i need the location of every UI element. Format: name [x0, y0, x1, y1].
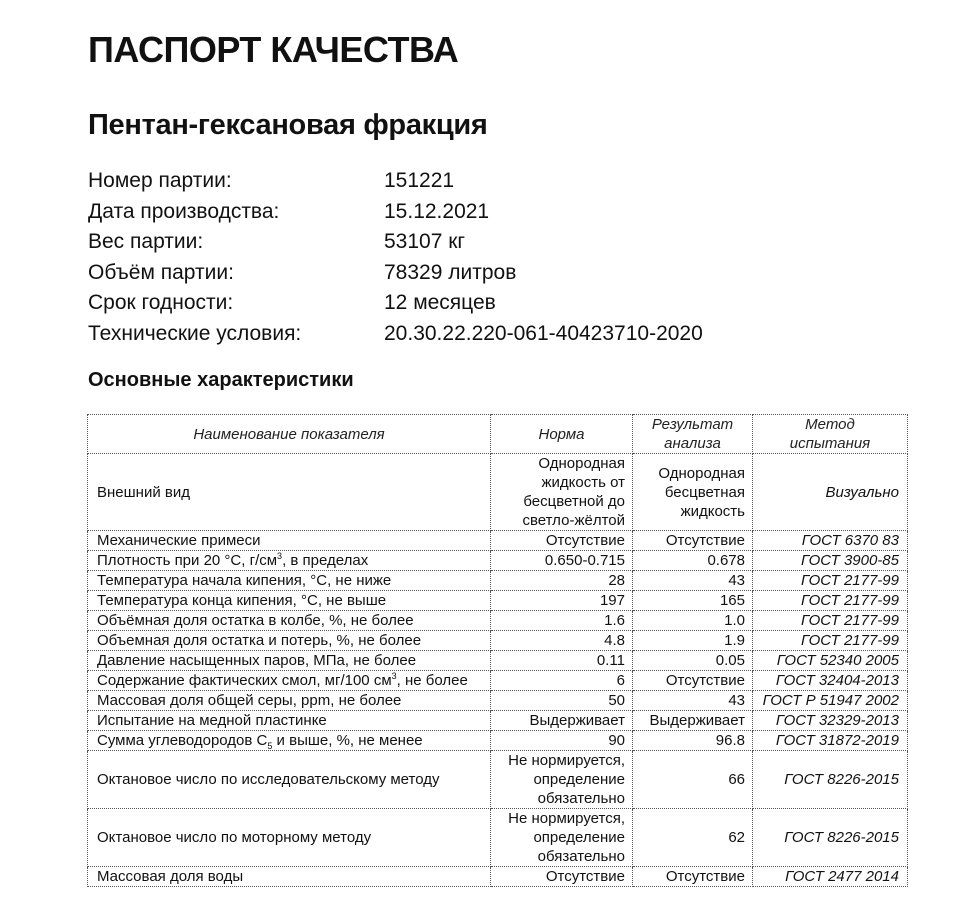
cell-norm: 6 [491, 671, 633, 691]
header-name: Наименование показателя [88, 415, 491, 454]
cell-result: 66 [633, 751, 753, 809]
cell-method: ГОСТ 32404-2013 [753, 671, 908, 691]
cell-result: Отсутствие [633, 671, 753, 691]
cell-norm: Выдерживает [491, 711, 633, 731]
name-text: , не более [396, 672, 468, 689]
cell-result: 165 [633, 591, 753, 611]
info-value: 12 месяцев [384, 291, 496, 314]
norm-line: Не нормируется, [508, 810, 625, 827]
cell-method: ГОСТ Р 51947 2002 [753, 691, 908, 711]
cell-name [88, 671, 491, 691]
cell-method: ГОСТ 2177-99 [753, 611, 908, 631]
header-result-line1: Результат [651, 416, 734, 433]
table-row [88, 591, 908, 611]
cell-result: 1.0 [633, 611, 753, 631]
table-row [88, 711, 908, 731]
specs-table [87, 414, 908, 887]
product-name: Пентан-гексановая фракция [88, 109, 488, 141]
header-method [753, 415, 908, 454]
cell-norm: 28 [491, 571, 633, 591]
cell-method: ГОСТ 2177-99 [753, 631, 908, 651]
header-method-line1: Метод [805, 416, 855, 433]
table-row [88, 751, 908, 809]
norm-line: определение [533, 829, 625, 846]
cell-name: Температура начала кипения, °С, не ниже [88, 571, 491, 591]
section-title: Основные характеристики [88, 369, 354, 391]
cell-norm: 90 [491, 731, 633, 751]
cell-method: ГОСТ 8226-2015 [753, 809, 908, 867]
superscript: 3 [277, 551, 283, 561]
cell-method: ГОСТ 2177-99 [753, 571, 908, 591]
table-header-row [88, 415, 908, 454]
header-result [633, 415, 753, 454]
cell-result: 1.9 [633, 631, 753, 651]
header-norm: Норма [491, 415, 633, 454]
cell-method: Визуально [753, 454, 908, 531]
cell-norm [491, 454, 633, 531]
info-row-batch-volume [88, 258, 703, 289]
info-value: 151221 [384, 169, 455, 192]
name-text: Содержание фактических смол, мг/100 см [97, 672, 392, 689]
cell-name: Температура конца кипения, °С, не выше [88, 591, 491, 611]
cell-norm [491, 809, 633, 867]
cell-result: Отсутствие [633, 867, 753, 887]
table-row [88, 454, 908, 531]
name-text: Сумма углеводородов С [97, 732, 268, 749]
cell-method: ГОСТ 32329-2013 [753, 711, 908, 731]
cell-name: Механические примеси [88, 531, 491, 551]
cell-norm [491, 751, 633, 809]
norm-line: определение [533, 771, 625, 788]
info-row-production-date [88, 197, 703, 228]
cell-name: Давление насыщенных паров, МПа, не более [88, 651, 491, 671]
table-row [88, 611, 908, 631]
norm-line: светло-жёлтой [522, 512, 625, 529]
cell-name: Объёмная доля остатка в колбе, %, не более [88, 611, 491, 631]
cell-result: 43 [633, 691, 753, 711]
info-value: 53107 кг [384, 230, 466, 253]
cell-result [633, 454, 753, 531]
cell-result: 0.678 [633, 551, 753, 571]
cell-name: Массовая доля воды [88, 867, 491, 887]
table-row [88, 809, 908, 867]
table-row [88, 651, 908, 671]
name-text: , в пределах [282, 552, 369, 569]
table-row [88, 867, 908, 887]
table-row [88, 551, 908, 571]
name-text: и выше, %, не менее [272, 732, 423, 749]
cell-result: 43 [633, 571, 753, 591]
info-value: 20.30.22.220-061-40423710-2020 [384, 321, 703, 345]
table-row [88, 691, 908, 711]
info-row-batch-number [88, 166, 703, 197]
cell-name [88, 731, 491, 751]
info-label: Срок годности: [88, 291, 234, 314]
name-text: Плотность при 20 °С, г/см [97, 552, 278, 569]
table-row [88, 631, 908, 651]
norm-line: жидкость от [541, 474, 625, 491]
table-row [88, 731, 908, 751]
norm-line: бесцветной до [523, 493, 625, 510]
cell-method: ГОСТ 3900-85 [753, 551, 908, 571]
info-label: Дата производства: [88, 199, 280, 223]
norm-line: Не нормируется, [508, 752, 625, 769]
info-label: Технические условия: [88, 321, 302, 345]
cell-norm: 0.650-0.715 [491, 551, 633, 571]
cell-name: Внешний вид [88, 454, 491, 531]
norm-line: обязательно [537, 848, 625, 865]
cell-result: Отсутствие [633, 531, 753, 551]
table-row [88, 571, 908, 591]
superscript: 3 [391, 671, 397, 681]
cell-method: ГОСТ 2477 2014 [753, 867, 908, 887]
subscript: 5 [267, 741, 273, 751]
info-label: Объём партии: [88, 260, 234, 284]
cell-result: 96.8 [633, 731, 753, 751]
info-value: 15.12.2021 [384, 199, 490, 223]
table-row [88, 531, 908, 551]
batch-info [88, 166, 703, 349]
norm-line: обязательно [537, 790, 625, 807]
cell-method: ГОСТ 52340 2005 [753, 651, 908, 671]
cell-method: ГОСТ 6370 83 [753, 531, 908, 551]
cell-method: ГОСТ 2177-99 [753, 591, 908, 611]
info-value: 78329 литров [384, 260, 517, 284]
cell-norm: 50 [491, 691, 633, 711]
cell-method: ГОСТ 31872-2019 [753, 731, 908, 751]
info-label: Вес партии: [88, 230, 204, 253]
cell-norm: 197 [491, 591, 633, 611]
cell-norm: 1.6 [491, 611, 633, 631]
header-result-line2: анализа [664, 435, 721, 452]
cell-norm: 0.11 [491, 651, 633, 671]
result-line: жидкость [680, 502, 745, 520]
cell-name: Октановое число по моторному методу [88, 809, 491, 867]
info-row-tech-specs [88, 319, 703, 350]
info-row-batch-weight [88, 227, 703, 258]
cell-method: ГОСТ 8226-2015 [753, 751, 908, 809]
info-row-shelf-life [88, 288, 703, 319]
cell-name: Объемная доля остатка и потерь, %, не более [88, 631, 491, 651]
norm-line: Однородная [538, 455, 625, 472]
table-row [88, 671, 908, 691]
cell-name: Массовая доля общей серы, ppm, не более [88, 691, 491, 711]
cell-norm: 4.8 [491, 631, 633, 651]
cell-name [88, 551, 491, 571]
cell-result: 0.05 [633, 651, 753, 671]
info-label: Номер партии: [88, 169, 232, 192]
cell-result: Выдерживает [633, 711, 753, 731]
cell-name: Октановое число по исследовательскому методу [88, 751, 491, 809]
result-line: бесцветная [664, 483, 745, 501]
result-line: Однородная [658, 464, 745, 482]
cell-norm: Отсутствие [491, 867, 633, 887]
cell-result: 62 [633, 809, 753, 867]
document-title: ПАСПОРТ КАЧЕСТВА [88, 29, 459, 70]
cell-norm: Отсутствие [491, 531, 633, 551]
header-method-line2: испытания [789, 435, 871, 452]
cell-name: Испытание на медной пластинке [88, 711, 491, 731]
